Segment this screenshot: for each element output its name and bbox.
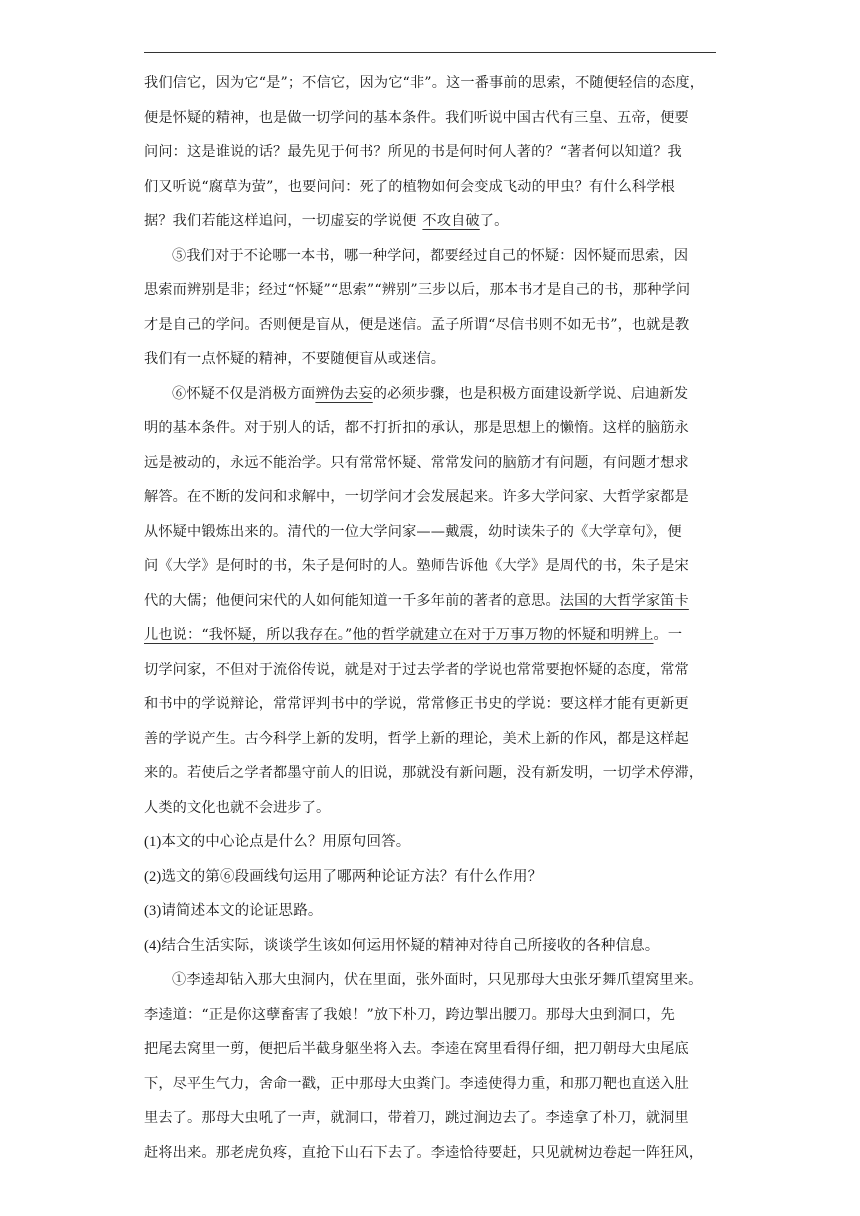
passage-line: 问问：这是谁说的话？最先见于何书？所见的书是何时何人著的？“著者何以知道？我 bbox=[144, 144, 682, 160]
document-body bbox=[144, 66, 716, 1170]
passage-line bbox=[144, 584, 716, 619]
underlined-sentence: 法国的大哲学家笛卡 bbox=[559, 592, 689, 609]
passage2-line: 赶将出来。那老虎负疼，直抢下山石下去了。李逵恰待要赶，只见就树边卷起一阵狂风， bbox=[144, 1144, 704, 1161]
passage-line: 问《大学》是何时的书，朱子是何时的人。塾师告诉他《大学》是周代的书，朱子是宋 bbox=[144, 558, 689, 574]
passage-line: 从怀疑中锻炼出来的。清代的一位大学问家——戴震，幼时读朱子的《大学章句》，便 bbox=[144, 523, 682, 540]
passage-line: 善的学说产生。古今科学上新的发明，哲学上新的理论，美术上新的作风，都是这样起 bbox=[144, 730, 689, 747]
passage-line: 我们有一点怀疑的精神，不要随便盲从或迷信。 bbox=[144, 351, 446, 367]
paragraph-6-line bbox=[144, 377, 716, 412]
passage-line bbox=[144, 204, 716, 239]
question-3: (3)请简述本文的论证思路。 bbox=[144, 903, 323, 919]
text: 的必须步骤，也是积极方面建设新学说、启迪新发 bbox=[372, 385, 689, 402]
passage2-line: 下，尽平生气力，舍命一戳，正中那母大虫粪门。李逵使得力重，和那刀靶也直送入肚 bbox=[144, 1075, 689, 1092]
text: 代的大儒；他便问宋代的人如何能知道一千多年前的著者的意思。 bbox=[144, 592, 560, 609]
text: 。一 bbox=[653, 627, 683, 643]
passage-line: 和书中的学说辩论，常常评判书中的学说，常常修正书史的学说：要这样才能有更新更 bbox=[144, 696, 689, 712]
underlined-term: 辨伪去妄 bbox=[315, 385, 373, 402]
header-rule bbox=[144, 52, 716, 53]
text: ⑥怀疑不仅是消极方面 bbox=[172, 385, 316, 402]
passage-line: 远是被动的，永远不能治学。只有常常怀疑、常常发问的脑筋才有问题，有问题才想求 bbox=[144, 454, 689, 471]
text: 据？我们若能这样追问，一切虚妄的学说便 bbox=[144, 213, 417, 229]
text: 了。 bbox=[479, 213, 509, 229]
passage-line bbox=[144, 618, 716, 653]
passage2-line: 李逵道：“正是你这孽畜害了我娘！”放下朴刀，跨边掣出腰刀。那母大虫到洞口，先 bbox=[144, 1006, 675, 1023]
paragraph-5-line: ⑤我们对于不论哪一本书，哪一种学问，都要经过自己的怀疑：因怀疑而思索，因 bbox=[172, 247, 689, 264]
passage2-line: 里去了。那母大虫吼了一声，就洞口，带着刀，跳过涧边去了。李逵拿了朴刀，就洞里 bbox=[144, 1110, 689, 1126]
passage-line: 思索而辨别是非；经过“怀疑”“思索”“辨别”三步以后，那本书才是自己的书，那种学问 bbox=[144, 282, 691, 298]
passage-line: 才是自己的学问。否则便是盲从，便是迷信。孟子所谓“尽信书则不如无书”，也就是教 bbox=[144, 316, 690, 333]
passage2-line: 把尾去窝里一剪，便把后半截身躯坐将入去。李逵在窝里看得仔细，把刀朝母大虫尾底 bbox=[144, 1041, 689, 1057]
passage-line: 切学问家，不但对于流俗传说，就是对于过去学者的学说也常常要抱怀疑的态度，常常 bbox=[144, 661, 689, 678]
passage2-line: ①李逵却钻入那大虫洞内，伏在里面，张外面时，只见那母大虫张牙舞爪望窝里来。 bbox=[172, 972, 703, 988]
passage-line: 我们信它，因为它“是”；不信它，因为它“非”。这一番事前的思索，不随便轻信的态度， bbox=[144, 75, 705, 91]
passage-line: 明的基本条件。对于别人的话，都不打折扣的承认，那是思想上的懒惰。这样的脑筋永 bbox=[144, 420, 689, 436]
passage-line: 解答。在不断的发问和求解中，一切学问才会发展起来。许多大学问家、大哲学家都是 bbox=[144, 489, 689, 505]
question-2: (2)选文的第⑥段画线句运用了哪两种论证方法？有什么作用？ bbox=[144, 868, 543, 885]
underlined-term: 不攻自破 bbox=[422, 213, 480, 229]
passage-line: 来的。若使后之学者都墨守前人的旧说，那就没有新问题，没有新发明，一切学术停滞， bbox=[144, 765, 704, 781]
question-4: (4)结合生活实际，谈谈学生该如何运用怀疑的精神对待自己所接收的各种信息。 bbox=[144, 937, 660, 954]
passage-line: 人类的文化也就不会进步了。 bbox=[144, 799, 331, 816]
question-1: (1)本文的中心论点是什么？用原句回答。 bbox=[144, 834, 411, 850]
underlined-sentence: 儿也说：“我怀疑，所以我存在。”他的哲学就建立在对于万事万物的怀疑和明辨上 bbox=[144, 627, 654, 643]
passage-line: 们又听说“腐草为萤”，也要问问：死了的植物如何会变成飞动的甲虫？有什么科学根 bbox=[144, 178, 675, 195]
passage-line: 便是怀疑的精神，也是做一切学问的基本条件。我们听说中国古代有三皇、五帝，便要 bbox=[144, 109, 689, 126]
